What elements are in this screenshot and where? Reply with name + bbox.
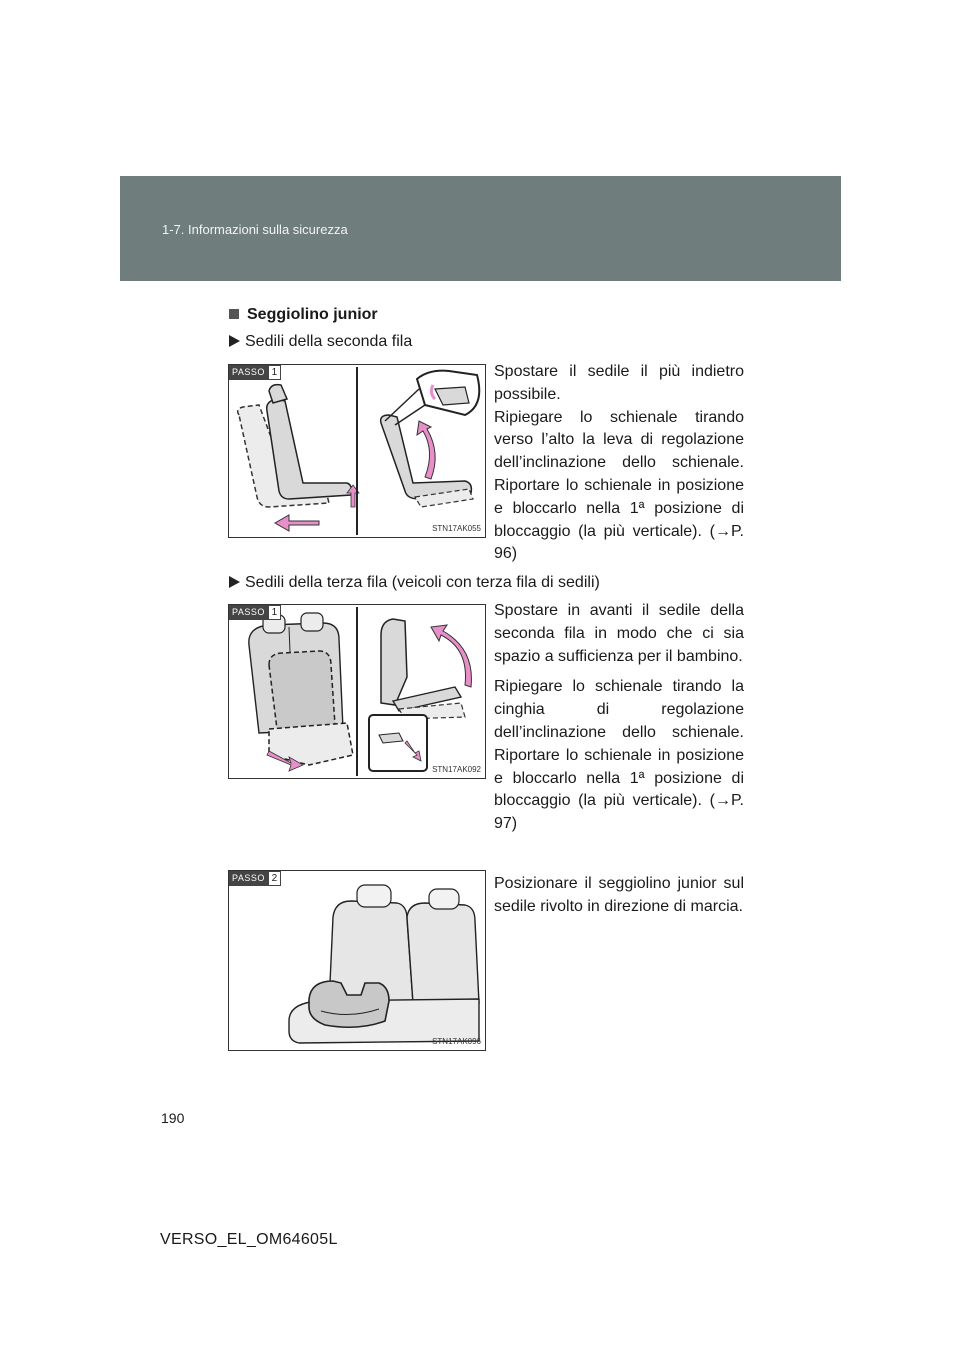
step-badge [229,365,281,380]
step-a-line-2: Ripiegare lo schienale tirando verso l’alto la leva di regolazione dell’inclinazione dello schienale. Riportare lo schienale in posizione e bloccarlo nella 1ª posizione di bloccaggio (la più verticale). (→P. 96) [494,408,744,563]
subsection-title: Sedili della seconda fila [245,333,413,350]
chapter-header-band [120,176,841,281]
page-number: 190 [161,1110,185,1126]
step-b-line-1: Spostare in avanti il sedile della seconda fila in modo che ci sia spazio a sufficienza per il bambino. [494,602,744,665]
step-c-instructions [494,873,744,919]
section-title: Seggiolino junior [247,306,378,323]
chapter-title: 1-7. Informazioni sulla sicurezza [162,222,348,237]
document-code: VERSO_EL_OM64605L [160,1231,338,1248]
subsection-heading-second-row [229,330,412,353]
step-number: 1 [268,365,281,380]
triangle-bullet-icon [229,576,240,588]
square-bullet-icon [229,309,239,319]
step-badge [229,605,281,620]
step-label: PASSO [229,365,268,380]
step-number: 2 [268,871,281,886]
figure-second-row-seat [228,364,486,538]
step-b-line-2: Ripiegare lo schienale tirando la cinghia di regolazione dell’inclinazione dello schienale. Riportare lo schienale in posizione e bloccarlo nella 1ª posizione di bloccaggio (la più verticale). (→P. 97) [494,678,744,833]
step-label: PASSO [229,871,268,886]
section-heading [229,303,378,326]
step-a-line-1: Spostare il sedile il più indietro possibile. [494,363,744,403]
figure-third-row-access [228,604,486,779]
seat-fold-illustration [229,605,485,778]
subsection-heading-third-row [229,571,600,594]
junior-seat-illustration [229,871,485,1050]
step-a-instructions [494,361,744,566]
figure-junior-seat [228,870,486,1051]
figure-code: STN17AK096 [432,1037,481,1046]
seat-adjust-illustration [229,365,485,537]
triangle-bullet-icon [229,335,240,347]
step-c-line-1: Posizionare il seggiolino junior sul sedile rivolto in direzione di marcia. [494,875,744,915]
subsection-title: Sedili della terza fila (veicoli con terza fila di sedili) [245,574,600,591]
step-label: PASSO [229,605,268,620]
step-b-instructions [494,600,744,836]
figure-code: STN17AK092 [432,765,481,774]
step-badge [229,871,281,886]
step-number: 1 [268,605,281,620]
figure-code: STN17AK055 [432,524,481,533]
